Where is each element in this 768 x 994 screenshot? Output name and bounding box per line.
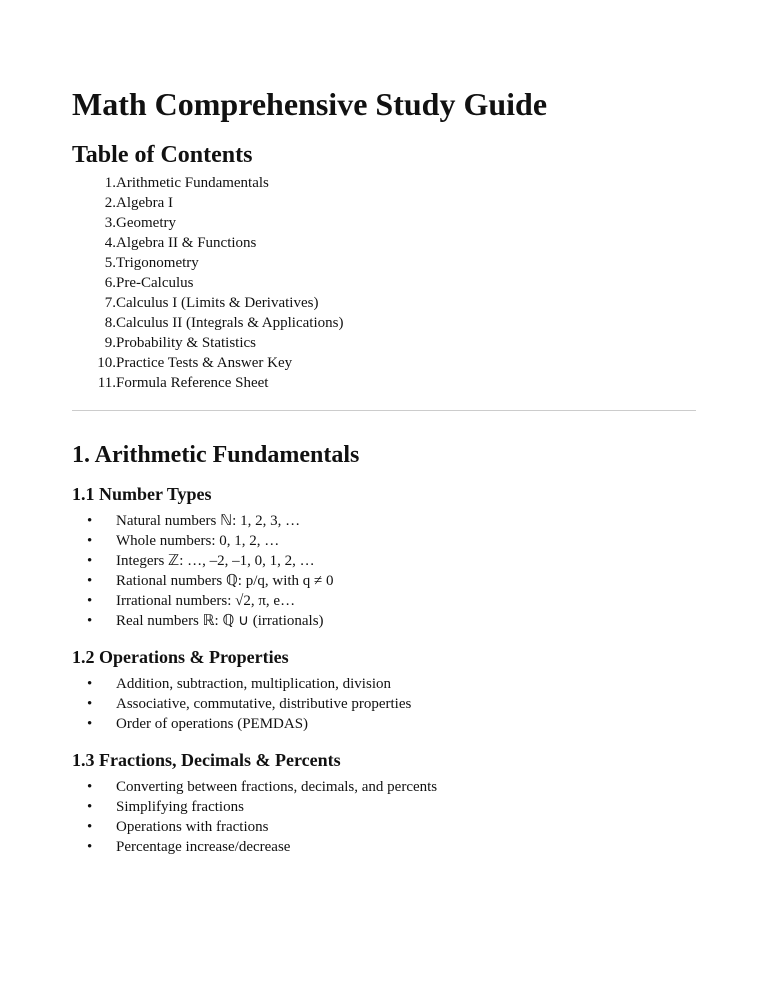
toc-item[interactable]: [72, 333, 696, 353]
bullet-icon: •: [87, 513, 93, 529]
list-item-text: Natural numbers ℕ: 1, 2, 3, …: [116, 513, 301, 529]
list-item: [72, 797, 696, 817]
toc-item[interactable]: [72, 293, 696, 313]
list-item: [72, 591, 696, 611]
list-item: [72, 777, 696, 797]
toc-number: 1.: [104, 175, 116, 191]
bullet-icon: •: [87, 573, 93, 589]
list-item: [72, 837, 696, 857]
bullet-icon: •: [87, 613, 93, 629]
toc-label: Algebra I: [116, 195, 174, 211]
toc-number: 10.: [97, 355, 116, 371]
list-item: [72, 511, 696, 531]
bullet-icon: •: [87, 716, 93, 732]
bullet-list: [72, 511, 696, 631]
toc-label: Geometry: [116, 215, 176, 231]
toc-label: Practice Tests & Answer Key: [116, 355, 293, 371]
bullet-icon: •: [87, 779, 93, 795]
list-item: [72, 531, 696, 551]
toc-label: Formula Reference Sheet: [116, 375, 269, 391]
list-item: [72, 551, 696, 571]
toc-label: Calculus I (Limits & Derivatives): [116, 295, 319, 311]
list-item-text: Order of operations (PEMDAS): [116, 716, 309, 732]
toc-number: 5.: [104, 255, 116, 271]
toc-number: 9.: [104, 335, 116, 351]
toc-item[interactable]: [72, 173, 696, 193]
toc-label: Probability & Statistics: [116, 335, 257, 351]
page-title: Math Comprehensive Study Guide: [72, 86, 548, 122]
list-item-text: Integers ℤ: …, –2, –1, 0, 1, 2, …: [116, 553, 315, 569]
list-item-text: Addition, subtraction, multiplication, division: [116, 676, 391, 692]
toc-number: 2.: [104, 195, 116, 211]
list-item: [72, 571, 696, 591]
toc-item[interactable]: [72, 193, 696, 213]
toc-number: 4.: [104, 235, 116, 251]
toc-item[interactable]: [72, 273, 696, 293]
bullet-icon: •: [87, 819, 93, 835]
toc-label: Trigonometry: [116, 255, 199, 271]
list-item-text: Associative, commutative, distributive properties: [116, 696, 412, 712]
list-item-text: Irrational numbers: √2, π, e…: [116, 593, 296, 609]
toc-item[interactable]: [72, 353, 696, 373]
bullet-icon: •: [87, 676, 93, 692]
list-item-text: Simplifying fractions: [116, 799, 244, 815]
bullet-icon: •: [87, 593, 93, 609]
list-item: [72, 817, 696, 837]
toc-label: Calculus II (Integrals & Applications): [116, 315, 344, 331]
toc-label: Arithmetic Fundamentals: [116, 175, 269, 191]
toc-item[interactable]: [72, 373, 696, 393]
toc-heading: Table of Contents: [72, 142, 253, 168]
toc-item[interactable]: [72, 213, 696, 233]
bullet-icon: •: [87, 799, 93, 815]
subsection-heading: 1.2 Operations & Properties: [72, 647, 289, 667]
bullet-icon: •: [87, 533, 93, 549]
section-body: [72, 482, 696, 857]
toc-label: Pre-Calculus: [116, 275, 194, 291]
toc-number: 8.: [104, 315, 116, 331]
bullet-icon: •: [87, 553, 93, 569]
subsection-heading: 1.3 Fractions, Decimals & Percents: [72, 750, 341, 770]
list-item-text: Operations with fractions: [116, 819, 269, 835]
bullet-icon: •: [87, 839, 93, 855]
list-item-text: Percentage increase/decrease: [116, 839, 291, 855]
table-of-contents: [72, 173, 696, 393]
list-item-text: Converting between fractions, decimals, and percents: [116, 779, 438, 795]
toc-item[interactable]: [72, 253, 696, 273]
toc-label: Algebra II & Functions: [116, 235, 257, 251]
list-item-text: Rational numbers ℚ: p/q, with q ≠ 0: [116, 573, 334, 589]
list-item: [72, 694, 696, 714]
toc-number: 6.: [104, 275, 116, 291]
bullet-list: [72, 674, 696, 734]
bullet-icon: •: [87, 696, 93, 712]
toc-number: 3.: [104, 215, 116, 231]
toc-number: 7.: [104, 295, 116, 311]
bullet-list: [72, 777, 696, 857]
list-item: [72, 674, 696, 694]
divider: [72, 410, 696, 411]
list-item-text: Real numbers ℝ: ℚ ∪ (irrationals): [116, 613, 324, 629]
list-item: [72, 714, 696, 734]
toc-item[interactable]: [72, 233, 696, 253]
list-item: [72, 611, 696, 631]
subsection-heading: 1.1 Number Types: [72, 484, 212, 504]
toc-item[interactable]: [72, 313, 696, 333]
list-item-text: Whole numbers: 0, 1, 2, …: [116, 533, 280, 549]
toc-number: 11.: [97, 375, 116, 391]
section-heading: 1. Arithmetic Fundamentals: [72, 442, 360, 468]
